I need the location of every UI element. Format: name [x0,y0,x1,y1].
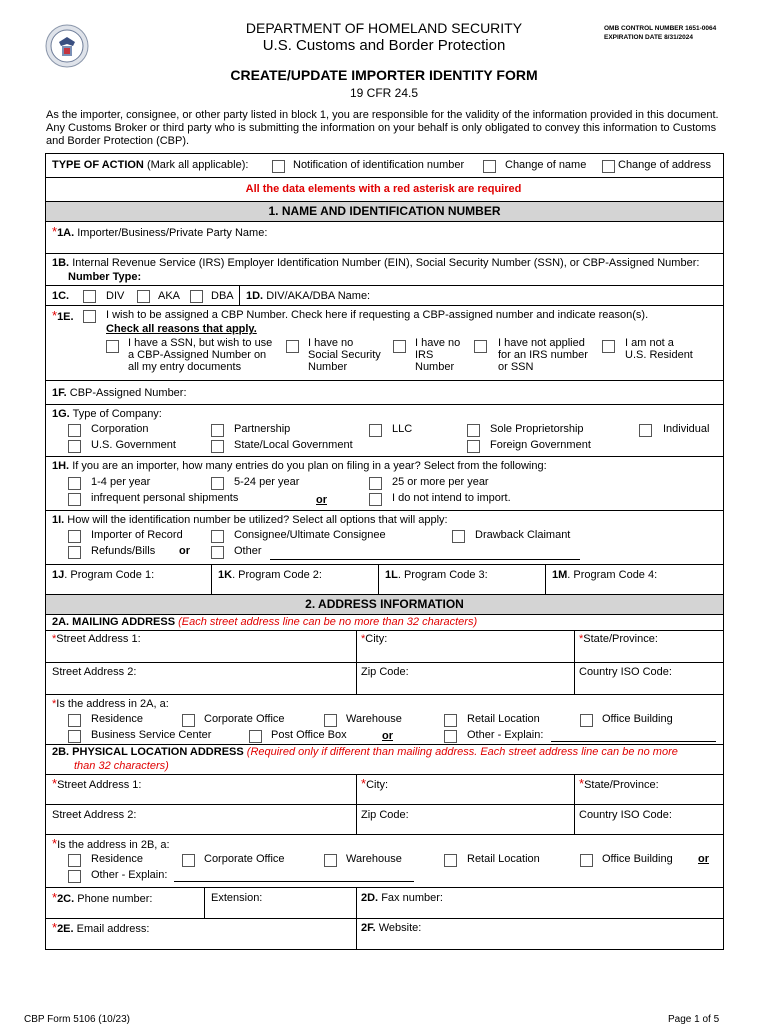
state-local-gov-checkbox[interactable] [211,440,224,453]
other-use-label: Other [234,545,262,557]
entries-1-4-checkbox[interactable] [68,477,81,490]
or-label: or [179,545,190,557]
notification-checkbox[interactable] [272,160,285,173]
field-1f-label: CBP-Assigned Number: [69,387,187,399]
reason-no-ssn-label: I have no Social Security Number [308,337,381,373]
corporate-2a-label: Corporate Office [204,713,285,725]
us-government-label: U.S. Government [91,439,176,451]
field-1c-1d [46,286,723,306]
or-label: or [316,494,327,506]
residence-2a-label: Residence [91,713,143,725]
aka-checkbox[interactable] [137,290,150,303]
field-1e: *1E. I wish to be assigned a CBP Number. Check here if requesting a CBP-assigned number and indicate reason(s). Check all reasons that apply. I have a SSN, but wish to use a CBP-Assigned Number on all my entry documents I have no Social Security Number I have no IRS Number I have not applied for an IRS number or SSN I am not a U.S. Resident [46,306,723,381]
entries-5-24-checkbox[interactable] [211,477,224,490]
required-note: All the data elements with a red asterisk are required [245,183,522,195]
residence-2b-label: Residence [91,853,143,865]
field-1f-number: 1F. [52,387,67,399]
omb-info [604,24,716,42]
field-1b-label: Internal Revenue Service (IRS) Employer Identification Number (EIN), Social Security Number (SSN), or CBP-Assigned Number: [72,257,700,269]
extension-field[interactable]: Extension: [204,888,356,918]
warehouse-2a-checkbox[interactable] [324,714,337,727]
importer-of-record-checkbox[interactable] [68,530,81,543]
agency-name: U.S. Customs and Border Protection [262,37,506,54]
physical-iso[interactable]: Country ISO Code: [574,805,723,834]
infrequent-label: infrequent personal shipments [91,492,239,504]
or-label: or [382,730,393,742]
reason-no-ssn-checkbox[interactable] [286,340,299,353]
field-1d-label: DIV/AKA/DBA Name: [266,290,371,302]
po-box-2a-checkbox[interactable] [249,730,262,743]
entries-5-24-label: 5-24 per year [234,476,300,488]
cfr-reference: 19 CFR 24.5 [349,86,419,100]
email-website-row [46,919,723,949]
other-use-input[interactable] [270,559,580,560]
po-box-2a-label: Post Office Box [271,729,347,741]
field-1j[interactable]: 1J. Program Code 1: [52,569,155,581]
mailing-iso[interactable]: Country ISO Code: [574,663,723,694]
reason-not-resident-checkbox[interactable] [602,340,615,353]
corporation-checkbox[interactable] [68,424,81,437]
physical-address-label: 2B. PHYSICAL LOCATION ADDRESS [52,746,244,758]
warehouse-2b-checkbox[interactable] [324,854,337,867]
field-1k[interactable]: 1K. Program Code 2: [211,565,378,594]
sole-proprietorship-checkbox[interactable] [467,424,480,437]
retail-2a-checkbox[interactable] [444,714,457,727]
business-center-2a-label: Business Service Center [91,729,212,741]
office-2a-checkbox[interactable] [580,714,593,727]
field-1b-number: 1B. [52,257,70,269]
mailing-address-type: *Is the address in 2A, a: Residence Corporate Office Warehouse Retail Location Office Building Business Service Center Post Office Box or Other - Explain: [46,695,723,745]
residence-2b-checkbox[interactable] [68,854,81,867]
infrequent-checkbox[interactable] [68,493,81,506]
form-number: CBP Form 5106 (10/23) [24,1014,130,1025]
physical-address-note: (Required only if different than mailing address. Each street address line can be no more [246,746,678,758]
reason-no-irs-checkbox[interactable] [393,340,406,353]
other-2a-label: Other - Explain: [467,729,544,741]
warehouse-2b-label: Warehouse [346,853,402,865]
number-type-label: Number Type: [68,271,142,283]
field-1d[interactable] [239,286,723,305]
reason-ssn-checkbox[interactable] [106,340,119,353]
field-1h-label: If you are an importer, how many entries do you plan on filing in a year? Select from the following: [72,460,547,472]
reason-not-resident-label: I am not a U.S. Resident [625,337,693,361]
field-1g-label: Type of Company: [72,408,162,420]
field-1d-number: 1D. [246,290,264,302]
retail-2a-label: Retail Location [467,713,540,725]
reason-ssn-label: I have a SSN, but wish to use a CBP-Assigned Number on all my entry documents [128,337,273,373]
drawback-checkbox[interactable] [452,530,465,543]
omb-number: OMB CONTROL NUMBER 1651-0064 [604,25,717,32]
dba-label: DBA [211,290,234,302]
entries-25-plus-checkbox[interactable] [369,477,382,490]
type-of-action-row [46,154,723,178]
individual-checkbox[interactable] [639,424,652,437]
field-1a-label: Importer/Business/Private Party Name: [77,227,268,239]
field-1f[interactable] [46,381,723,405]
office-2b-label: Office Building [602,853,673,865]
residence-2a-checkbox[interactable] [68,714,81,727]
foreign-gov-checkbox[interactable] [467,440,480,453]
consignee-label: Consignee/Ultimate Consignee [234,529,386,541]
physical-address-type: *Is the address in 2B, a: Residence Corporate Office Warehouse Retail Location Office Building or Other - Explain: [46,835,723,888]
llc-label: LLC [392,423,413,435]
div-label: DIV [106,290,125,302]
individual-label: Individual [663,423,710,435]
change-of-name-checkbox[interactable] [483,160,496,173]
importer-of-record-label: Importer of Record [91,529,183,541]
retail-2b-checkbox[interactable] [444,854,457,867]
state-local-gov-label: State/Local Government [234,439,353,451]
business-center-2a-checkbox[interactable] [68,730,81,743]
field-1a[interactable]: *1A. Importer/Business/Private Party Name: [46,222,723,254]
physical-address-line-2 [46,805,723,835]
aka-label: AKA [158,290,181,302]
physical-type-label: Is the address in 2B, a: [57,839,170,851]
field-1e-text: I wish to be assigned a CBP Number. Check here if requesting a CBP-assigned number and indicate reason(s). [106,309,649,321]
department-name: DEPARTMENT OF HOMELAND SECURITY [245,20,523,36]
corporate-2b-checkbox[interactable] [182,854,195,867]
website-field[interactable]: 2F. Website: [356,919,723,949]
required-note-row [46,178,723,202]
office-2a-label: Office Building [602,713,673,725]
mailing-address-note: (Each street address line can be no more than 32 characters) [178,616,478,628]
physical-state[interactable]: *State/Province: [574,775,723,804]
office-2b-checkbox[interactable] [580,854,593,867]
field-1i [46,511,723,565]
corporation-label: Corporation [91,423,149,435]
mailing-address-header [46,615,723,631]
field-1i-label: How will the identification number be utilized? Select all options that will apply: [67,514,448,526]
page-number: Page 1 of 5 [668,1014,720,1025]
drawback-label: Drawback Claimant [475,529,571,541]
fax-field[interactable]: 2D. Fax number: [356,888,723,918]
type-of-action-label: TYPE OF ACTION [52,159,144,171]
warehouse-2a-label: Warehouse [346,713,402,725]
or-label: or [698,853,709,865]
no-import-label: I do not intend to import. [392,492,511,504]
reason-no-irs-label: I have no IRS Number [415,337,461,373]
div-checkbox[interactable] [83,290,96,303]
reason-not-applied-checkbox[interactable] [474,340,487,353]
phone-fax-row [46,888,723,919]
physical-city[interactable]: *City: [356,775,574,804]
form-body [45,153,724,950]
field-1a-number: 1A. [57,227,75,239]
reason-not-applied-label: I have not applied for an IRS number or SSN [498,337,588,373]
partnership-checkbox[interactable] [211,424,224,437]
llc-checkbox[interactable] [369,424,382,437]
mailing-type-label: Is the address in 2A, a: [56,698,169,710]
physical-zip[interactable]: Zip Code: [356,805,574,834]
email-field[interactable]: *2E. Email address: [52,920,150,935]
physical-address-header [46,745,723,775]
physical-street-1[interactable]: *Street Address 1: [52,776,142,791]
field-1i-number: 1I. [52,514,65,526]
mailing-street-1[interactable]: *Street Address 1: [52,633,141,645]
field-1e-number: 1E. [57,311,74,323]
notification-label: Notification of identification number [293,159,465,171]
other-2b-label: Other - Explain: [91,869,168,881]
partnership-label: Partnership [234,423,291,435]
us-government-checkbox[interactable] [68,440,81,453]
change-of-address-label: Change of address [618,159,711,171]
form-title: CREATE/UPDATE IMPORTER IDENTITY FORM [230,67,538,83]
no-import-checkbox[interactable] [369,493,382,506]
sole-proprietorship-label: Sole Proprietorship [490,423,584,435]
refunds-checkbox[interactable] [68,546,81,559]
phone-field[interactable]: *2C. Phone number: [52,890,153,905]
field-1l[interactable]: 1L. Program Code 3: [378,565,545,594]
consignee-checkbox[interactable] [211,530,224,543]
mailing-address-label: 2A. MAILING ADDRESS [52,616,176,628]
mailing-street-2[interactable]: Street Address 2: [52,666,137,678]
refunds-label: Refunds/Bills [91,545,156,557]
physical-address-line-1 [46,775,723,805]
field-1c-number: 1C. [52,290,70,302]
retail-2b-label: Retail Location [467,853,540,865]
field-1h-number: 1H. [52,460,70,472]
field-1g-number: 1G. [52,408,70,420]
type-of-action-sub: (Mark all applicable): [146,159,249,171]
corporate-2b-label: Corporate Office [204,853,285,865]
mailing-city[interactable]: *City: [356,631,574,662]
section-2-header: 2. ADDRESS INFORMATION [46,595,723,615]
field-1h [46,457,723,511]
other-use-checkbox[interactable] [211,546,224,559]
field-1m[interactable]: 1M. Program Code 4: [545,565,723,594]
physical-street-2[interactable]: Street Address 2: [52,809,137,821]
intro-paragraph: As the importer, consignee, or other party listed in block 1, you are responsible for the validity of the information provided in this document. Any Customs Broker or third party who is submitting the information on your behalf is only obligated to convey this information to Customs and Border Protection (CBP). [46,109,719,147]
entries-25-plus-label: 25 or more per year [392,476,489,488]
mailing-address-line-2 [46,663,723,695]
dba-checkbox[interactable] [190,290,203,303]
check-all-reasons: Check all reasons that apply. [106,323,257,335]
foreign-gov-label: Foreign Government [490,439,591,451]
entries-1-4-label: 1-4 per year [91,476,151,488]
other-2b-input[interactable] [174,881,414,882]
field-1g [46,405,723,457]
other-2a-input[interactable] [551,741,716,742]
mailing-address-line-1 [46,631,723,663]
corporate-2a-checkbox[interactable] [182,714,195,727]
other-2a-checkbox[interactable] [444,730,457,743]
request-cbp-number-checkbox[interactable] [83,310,96,323]
expiration-date: EXPIRATION DATE 8/31/2024 [604,34,693,41]
mailing-state[interactable]: *State/Province: [574,631,723,662]
other-2b-checkbox[interactable] [68,870,81,883]
physical-address-note-2: than 32 characters) [74,760,169,772]
program-codes-row [46,565,723,595]
field-1b[interactable] [46,254,723,286]
mailing-zip[interactable]: Zip Code: [356,663,574,694]
change-of-name-label: Change of name [505,159,587,171]
change-of-address-checkbox[interactable] [602,160,615,173]
section-1-header: 1. NAME AND IDENTIFICATION NUMBER [46,202,723,222]
